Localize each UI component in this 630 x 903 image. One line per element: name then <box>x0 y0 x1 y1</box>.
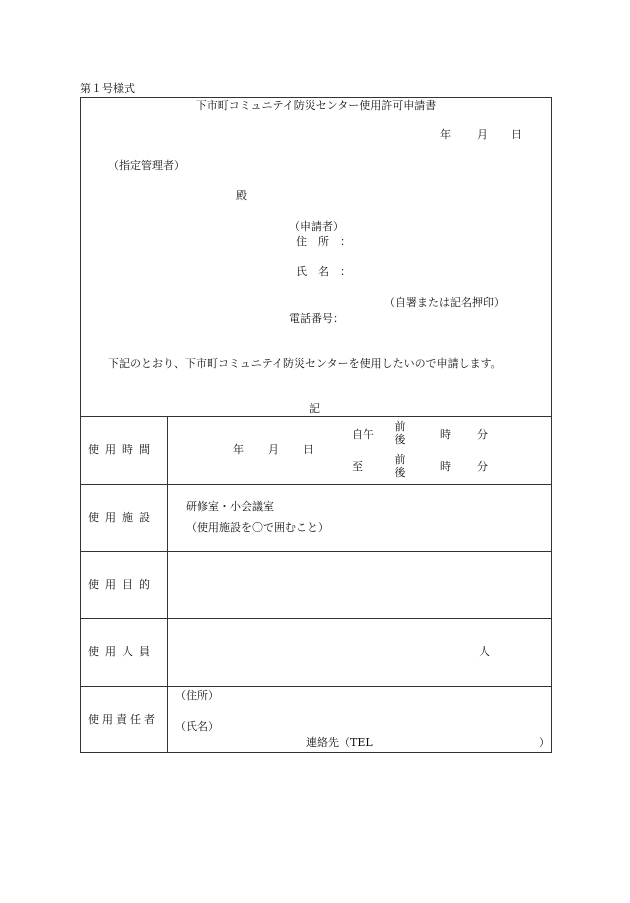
application-statement: 下記のとおり、下市町コミュニテイ防災センターを使用したいので申請します。 <box>108 357 502 370</box>
from-minute: 分 <box>477 428 488 441</box>
responsible-name: （氏名） <box>175 720 219 733</box>
addressee-honorific: 殿 <box>236 189 247 202</box>
date-day: 日 <box>511 128 522 141</box>
to-hour: 時 <box>440 460 451 473</box>
attendees-label: 使用人員 <box>88 645 156 658</box>
addressee-label: （指定管理者） <box>108 159 185 172</box>
to-minute: 分 <box>477 460 488 473</box>
usage-from: 自午 <box>352 428 374 441</box>
applicant-phone-label: 電話番号： <box>289 312 344 325</box>
label-column-divider <box>167 416 168 753</box>
row-divider <box>80 618 552 619</box>
row-divider <box>80 686 552 687</box>
usage-month: 月 <box>268 443 279 456</box>
applicant-name-label: 氏 名 ： <box>296 265 351 278</box>
to-ampm <box>393 453 407 479</box>
row-divider <box>80 551 552 552</box>
facility-options[interactable]: 研修室・小会議室 <box>186 500 274 513</box>
from-am: 前 <box>394 420 406 433</box>
ki-heading: 記 <box>309 402 320 415</box>
usage-to: 至 <box>352 460 363 473</box>
responsible-contact: 連絡先（TEL <box>306 736 373 749</box>
purpose-field[interactable] <box>172 556 546 614</box>
applicant-label: （申請者） <box>289 220 344 233</box>
facility-note: （使用施設を〇で囲むこと） <box>186 521 329 534</box>
form-number: 第１号様式 <box>80 82 135 95</box>
usage-year: 年 <box>233 443 244 456</box>
to-pm: 後 <box>394 466 406 479</box>
from-ampm <box>393 420 407 446</box>
date-year: 年 <box>440 128 451 141</box>
from-pm: 後 <box>394 433 406 446</box>
date-month: 月 <box>477 128 488 141</box>
signature-note: （自署または記名押印） <box>384 296 505 309</box>
purpose-label: 使用目的 <box>88 578 156 591</box>
attendees-field[interactable] <box>172 624 472 680</box>
responsible-contact-close: ） <box>539 736 550 749</box>
from-hour: 時 <box>440 428 451 441</box>
facility-label: 使用施設 <box>88 511 156 524</box>
table-top-rule <box>80 416 552 417</box>
usage-time-label: 使用時間 <box>88 443 156 456</box>
responsible-label: 使用責任者 <box>88 713 158 726</box>
applicant-address-label: 住 所 ： <box>296 235 351 248</box>
form-title: 下市町コミュニテイ防災センター使用許可申請書 <box>195 99 437 112</box>
attendees-unit: 人 <box>479 645 490 658</box>
usage-day: 日 <box>303 443 314 456</box>
row-divider <box>80 484 552 485</box>
responsible-address: （住所） <box>175 689 219 702</box>
to-am: 前 <box>394 453 406 466</box>
